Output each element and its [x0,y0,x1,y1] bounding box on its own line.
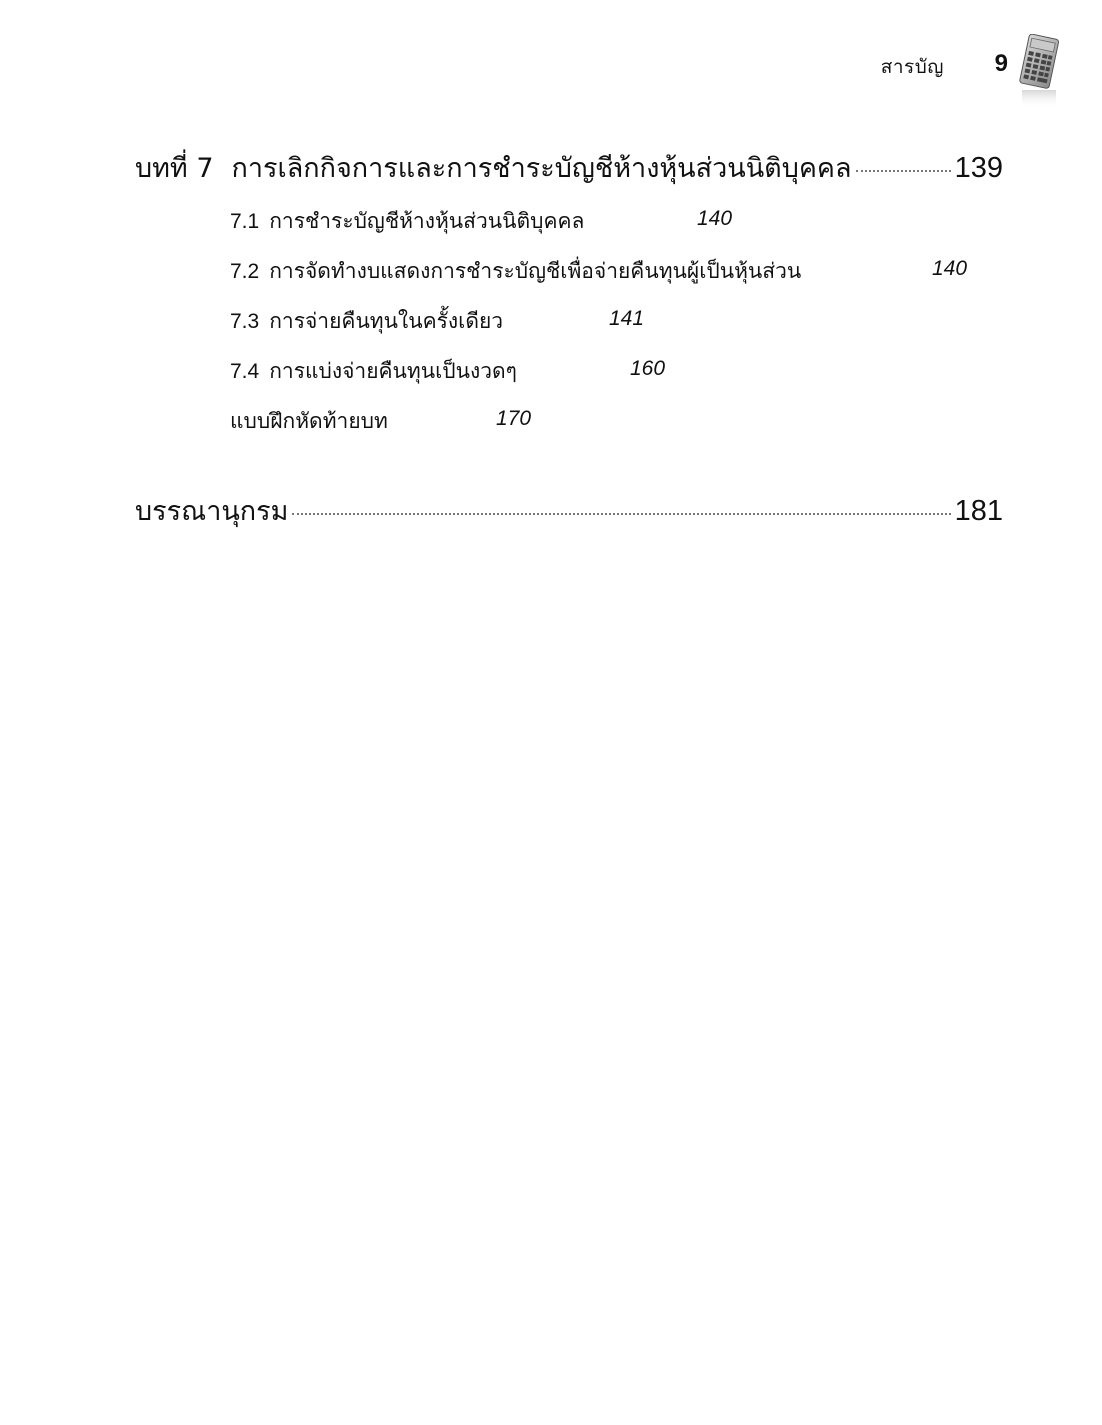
section-page-number: 141 [609,307,645,330]
section-number: 7.2 [230,260,260,283]
section-title: การจ่ายคืนทุนในครั้งเดียว [269,309,504,333]
page-number: 9 [994,50,1008,77]
toc-section-entry[interactable] [230,355,517,388]
section-title: การแบ่งจ่ายคืนทุนเป็นงวดๆ [269,359,517,383]
toc-section-entry[interactable] [230,205,584,238]
section-number: 7.4 [230,360,260,383]
dot-leader [292,513,950,515]
section-title: การชำระบัญชีห้างหุ้นส่วนนิติบุคคล [269,209,585,233]
bibliography-page-number: 181 [954,495,1003,527]
chapter-title: การเลิกกิจการและการชำระบัญชีห้างหุ้นส่วนนิติบุคคล [231,153,852,184]
toc-bibliography-entry[interactable] [135,489,1003,532]
section-title: แบบฝึกหัดท้ายบท [230,409,388,433]
dot-leader [856,170,951,172]
toc-chapter-entry[interactable] [135,146,1003,189]
section-number: 7.1 [230,210,260,233]
section-page-number: 140 [697,207,733,230]
section-page-number: 140 [932,257,968,280]
calculator-icon [1016,34,1060,110]
toc-section-entry[interactable] [230,405,388,438]
section-page-number: 160 [630,357,666,380]
section-page-number: 170 [496,407,532,430]
section-number: 7.3 [230,310,260,333]
chapter-page-number: 139 [954,152,1003,184]
toc-section-entry[interactable] [230,255,801,288]
chapter-label: บทที่ 7 [135,153,214,184]
toc-section-entry[interactable] [230,305,503,338]
running-head: สารบัญ [880,56,944,78]
section-title: การจัดทำงบแสดงการชำระบัญชีเพื่อจ่ายคืนทุนผู้เป็นหุ้นส่วน [269,259,802,283]
bibliography-title: บรรณานุกรม [135,496,289,527]
